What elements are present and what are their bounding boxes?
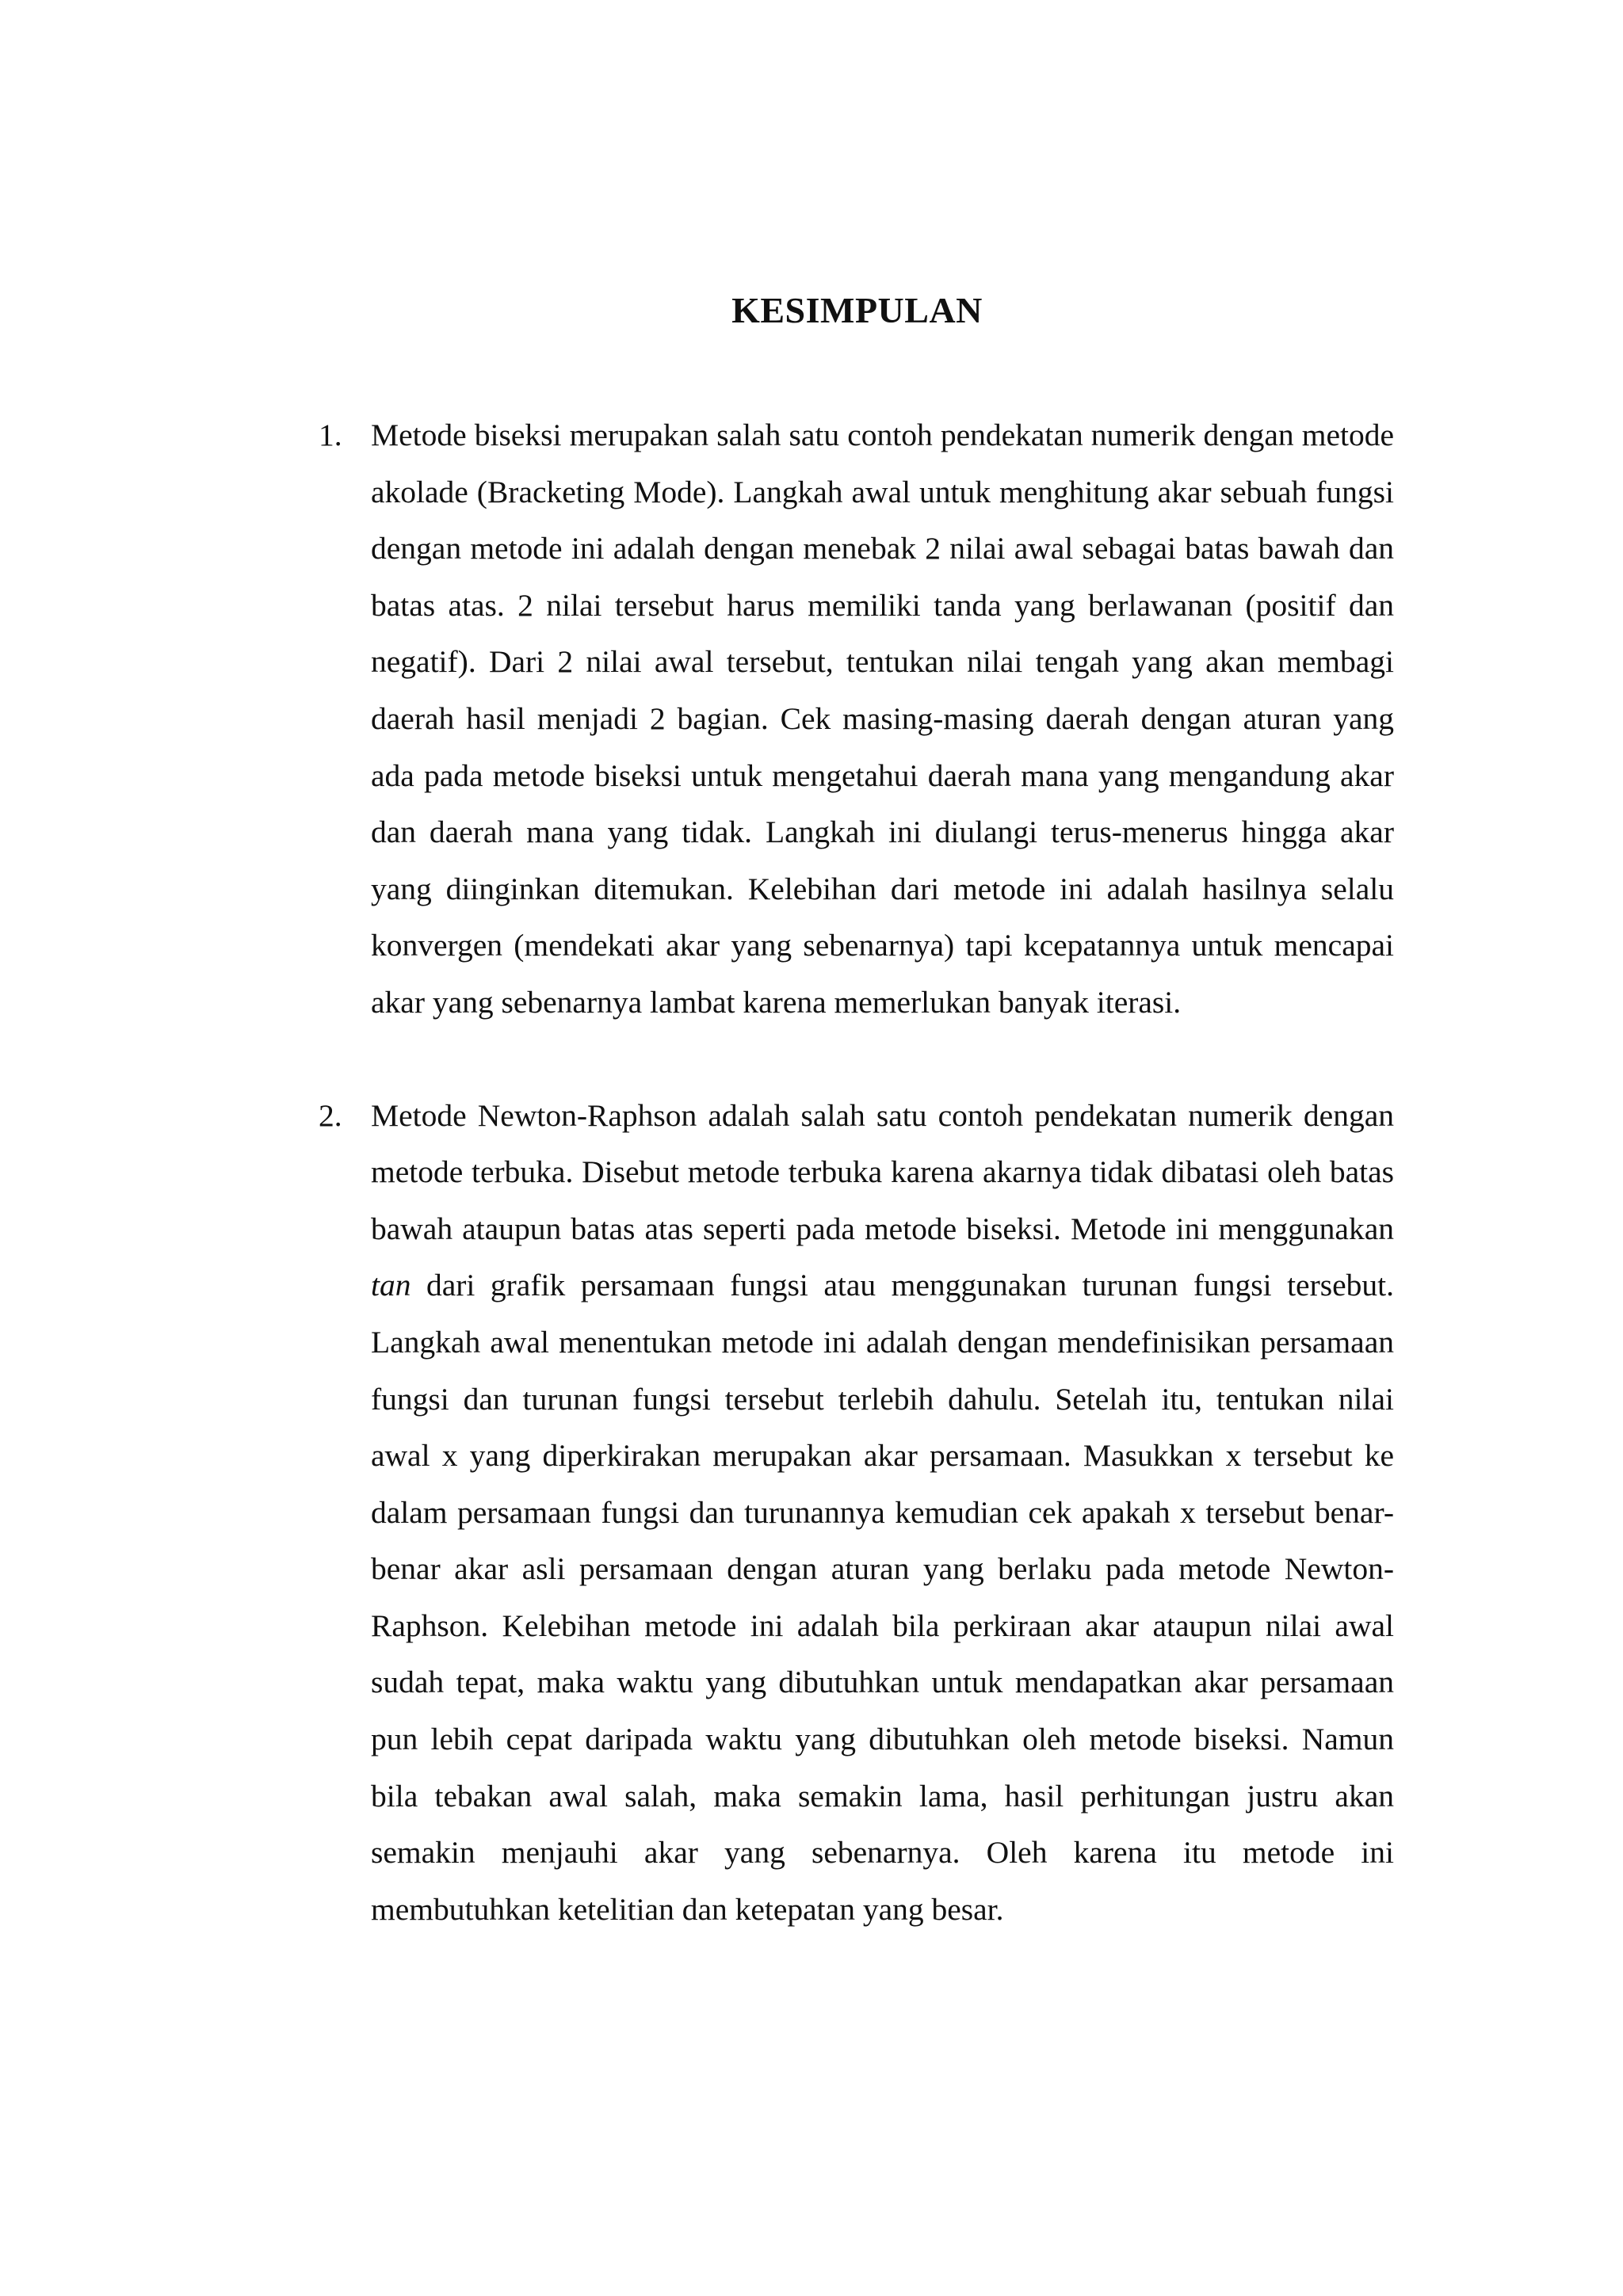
page-title: KESIMPULAN bbox=[731, 290, 983, 330]
list-item bbox=[319, 1088, 1394, 1939]
list-item-number: 1. bbox=[319, 418, 342, 452]
italic-term: tan bbox=[371, 1268, 411, 1303]
list-item bbox=[319, 407, 1394, 1032]
text-segment: dari grafik persamaan fungsi atau menggunakan turunan fungsi tersebut. Langkah awal menentukan metode ini adalah dengan mendefinisikan persamaan fungsi dan turunan fungsi tersebut terlebih dahulu. Setelah itu, tentukan nilai awal x yang diperkirakan merupakan akar persamaan. Masukkan x tersebut ke dalam persamaan fungsi dan turunannya kemudian cek apakah x tersebut benar-benar akar asli persamaan dengan aturan yang berlaku pada metode Newton-Raphson. Kelebihan metode ini adalah bila perkiraan akar ataupun nilai awal sudah tepat, maka waktu yang dibutuhkan untuk mendapatkan akar persamaan pun lebih cepat daripada waktu yang dibutuhkan oleh metode biseksi. Namun bila tebakan awal salah, maka semakin lama, hasil perhitungan justru akan semakin menjauhi akar yang sebenarnya. Oleh karena itu metode ini membutuhkan ketelitian dan ketepatan yang besar. bbox=[371, 1268, 1394, 1927]
text-segment: Metode Newton-Raphson adalah salah satu contoh pendekatan numerik dengan metode terbuka. Disebut metode terbuka karena akarnya tidak dibatasi oleh batas bawah ataupun batas atas seperti pada metode biseksi. Metode ini menggunakan bbox=[371, 1097, 1394, 1246]
list-item-text bbox=[371, 1098, 1394, 1927]
list-item-number: 2. bbox=[319, 1097, 342, 1133]
conclusion-list bbox=[319, 407, 1394, 1938]
list-item-text: Metode biseksi merupakan salah satu contoh pendekatan numerik dengan metode akolade (Bracketing Mode). Langkah awal untuk menghitung akar sebuah fungsi dengan metode ini adalah dengan menebak 2 nilai awal sebagai batas bawah dan batas atas. 2 nilai tersebut harus memiliki tanda yang berlawanan (positif dan negatif). Dari 2 nilai awal tersebut, tentukan nilai tengah yang akan membagi daerah hasil menjadi 2 bagian. Cek masing-masing daerah dengan aturan yang ada pada metode biseksi untuk mengetahui daerah mana yang mengandung akar dan daerah mana yang tidak. Langkah ini diulangi terus-menerus hingga akar yang diinginkan ditemukan. Kelebihan dari metode ini adalah hasilnya selalu konvergen (mendekati akar yang sebenarnya) tapi kcepatannya untuk mencapai akar yang sebenarnya lambat karena memerlukan banyak iterasi. bbox=[371, 418, 1394, 1020]
